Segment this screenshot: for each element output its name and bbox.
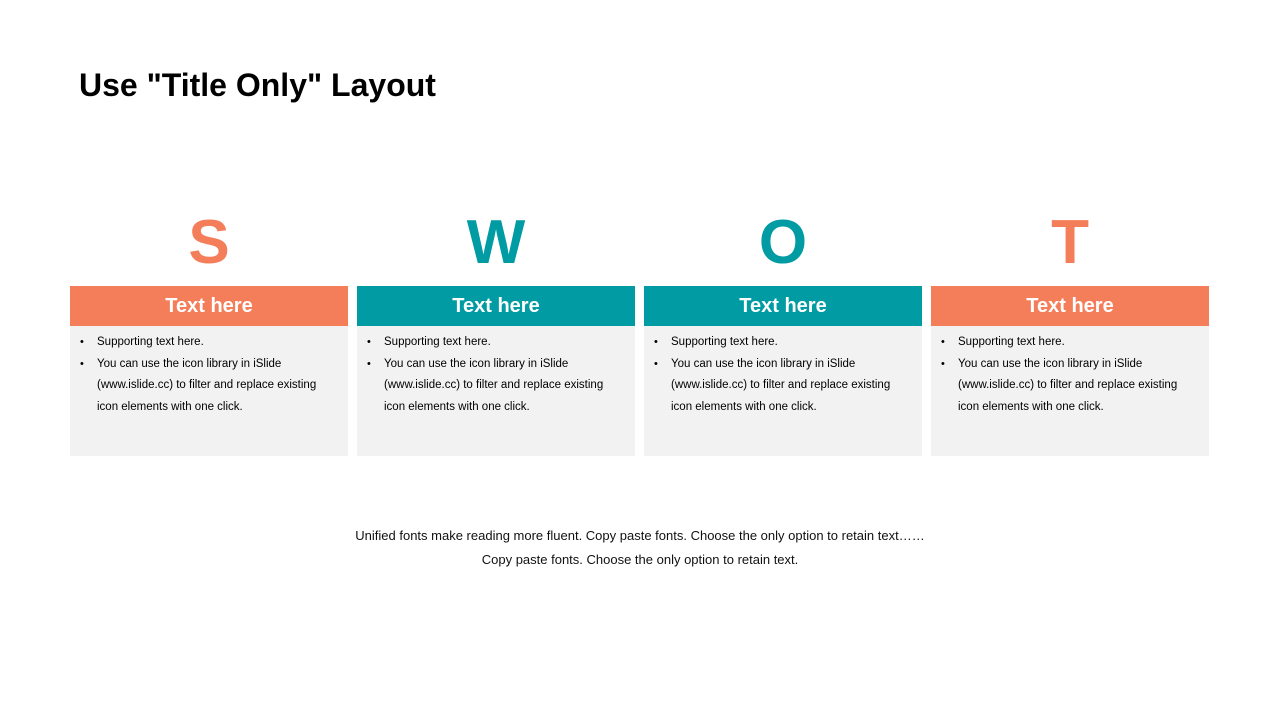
bullet-list [80,332,338,419]
bullet-icon: • [367,357,371,370]
list-item [80,332,338,354]
bullet-text: You can use the icon library in iSlide (www.islide.cc) to filter and replace existing icon elements with one click. [97,357,317,414]
swot-card-weaknesses [357,208,635,456]
card-header: Text here [70,286,348,326]
bullet-icon: • [80,336,84,348]
bullet-icon: • [654,357,658,370]
bullet-text: Supporting text here. [671,336,778,348]
bullet-text: You can use the icon library in iSlide (www.islide.cc) to filter and replace existing icon elements with one click. [671,357,891,414]
swot-card-threats [931,208,1209,456]
footer-line: Unified fonts make reading more fluent. Copy paste fonts. Choose the only option to retain text…… [355,528,925,543]
slide-title: Use "Title Only" Layout [79,67,436,103]
list-item [80,354,338,419]
swot-card-opportunities [644,208,922,456]
list-item [367,332,625,354]
bullet-icon: • [367,336,371,348]
card-letter: O [758,208,808,277]
card-body [931,326,1209,456]
bullet-icon: • [80,357,84,370]
card-header: Text here [644,286,922,326]
card-body [644,326,922,456]
footer-line: Copy paste fonts. Choose the only option to retain text. [481,552,799,567]
bullet-text: Supporting text here. [97,336,204,348]
bullet-list [367,332,625,419]
card-header: Text here [357,286,635,326]
list-item [654,332,912,354]
swot-card-strengths [70,208,348,456]
card-letter: W [466,208,526,277]
list-item [941,354,1199,419]
bullet-text: Supporting text here. [384,336,491,348]
bullet-list [654,332,912,419]
list-item [941,332,1199,354]
card-body [70,326,348,456]
bullet-text: You can use the icon library in iSlide (www.islide.cc) to filter and replace existing icon elements with one click. [958,357,1178,414]
card-letter: T [1051,208,1089,277]
bullet-icon: • [941,336,945,348]
card-letter: S [188,208,230,277]
bullet-icon: • [654,336,658,348]
bullet-list [941,332,1199,419]
list-item [654,354,912,419]
card-header: Text here [931,286,1209,326]
card-body [357,326,635,456]
footer-note [0,524,1280,572]
bullet-text: You can use the icon library in iSlide (www.islide.cc) to filter and replace existing icon elements with one click. [384,357,604,414]
bullet-text: Supporting text here. [958,336,1065,348]
bullet-icon: • [941,357,945,370]
list-item [367,354,625,419]
